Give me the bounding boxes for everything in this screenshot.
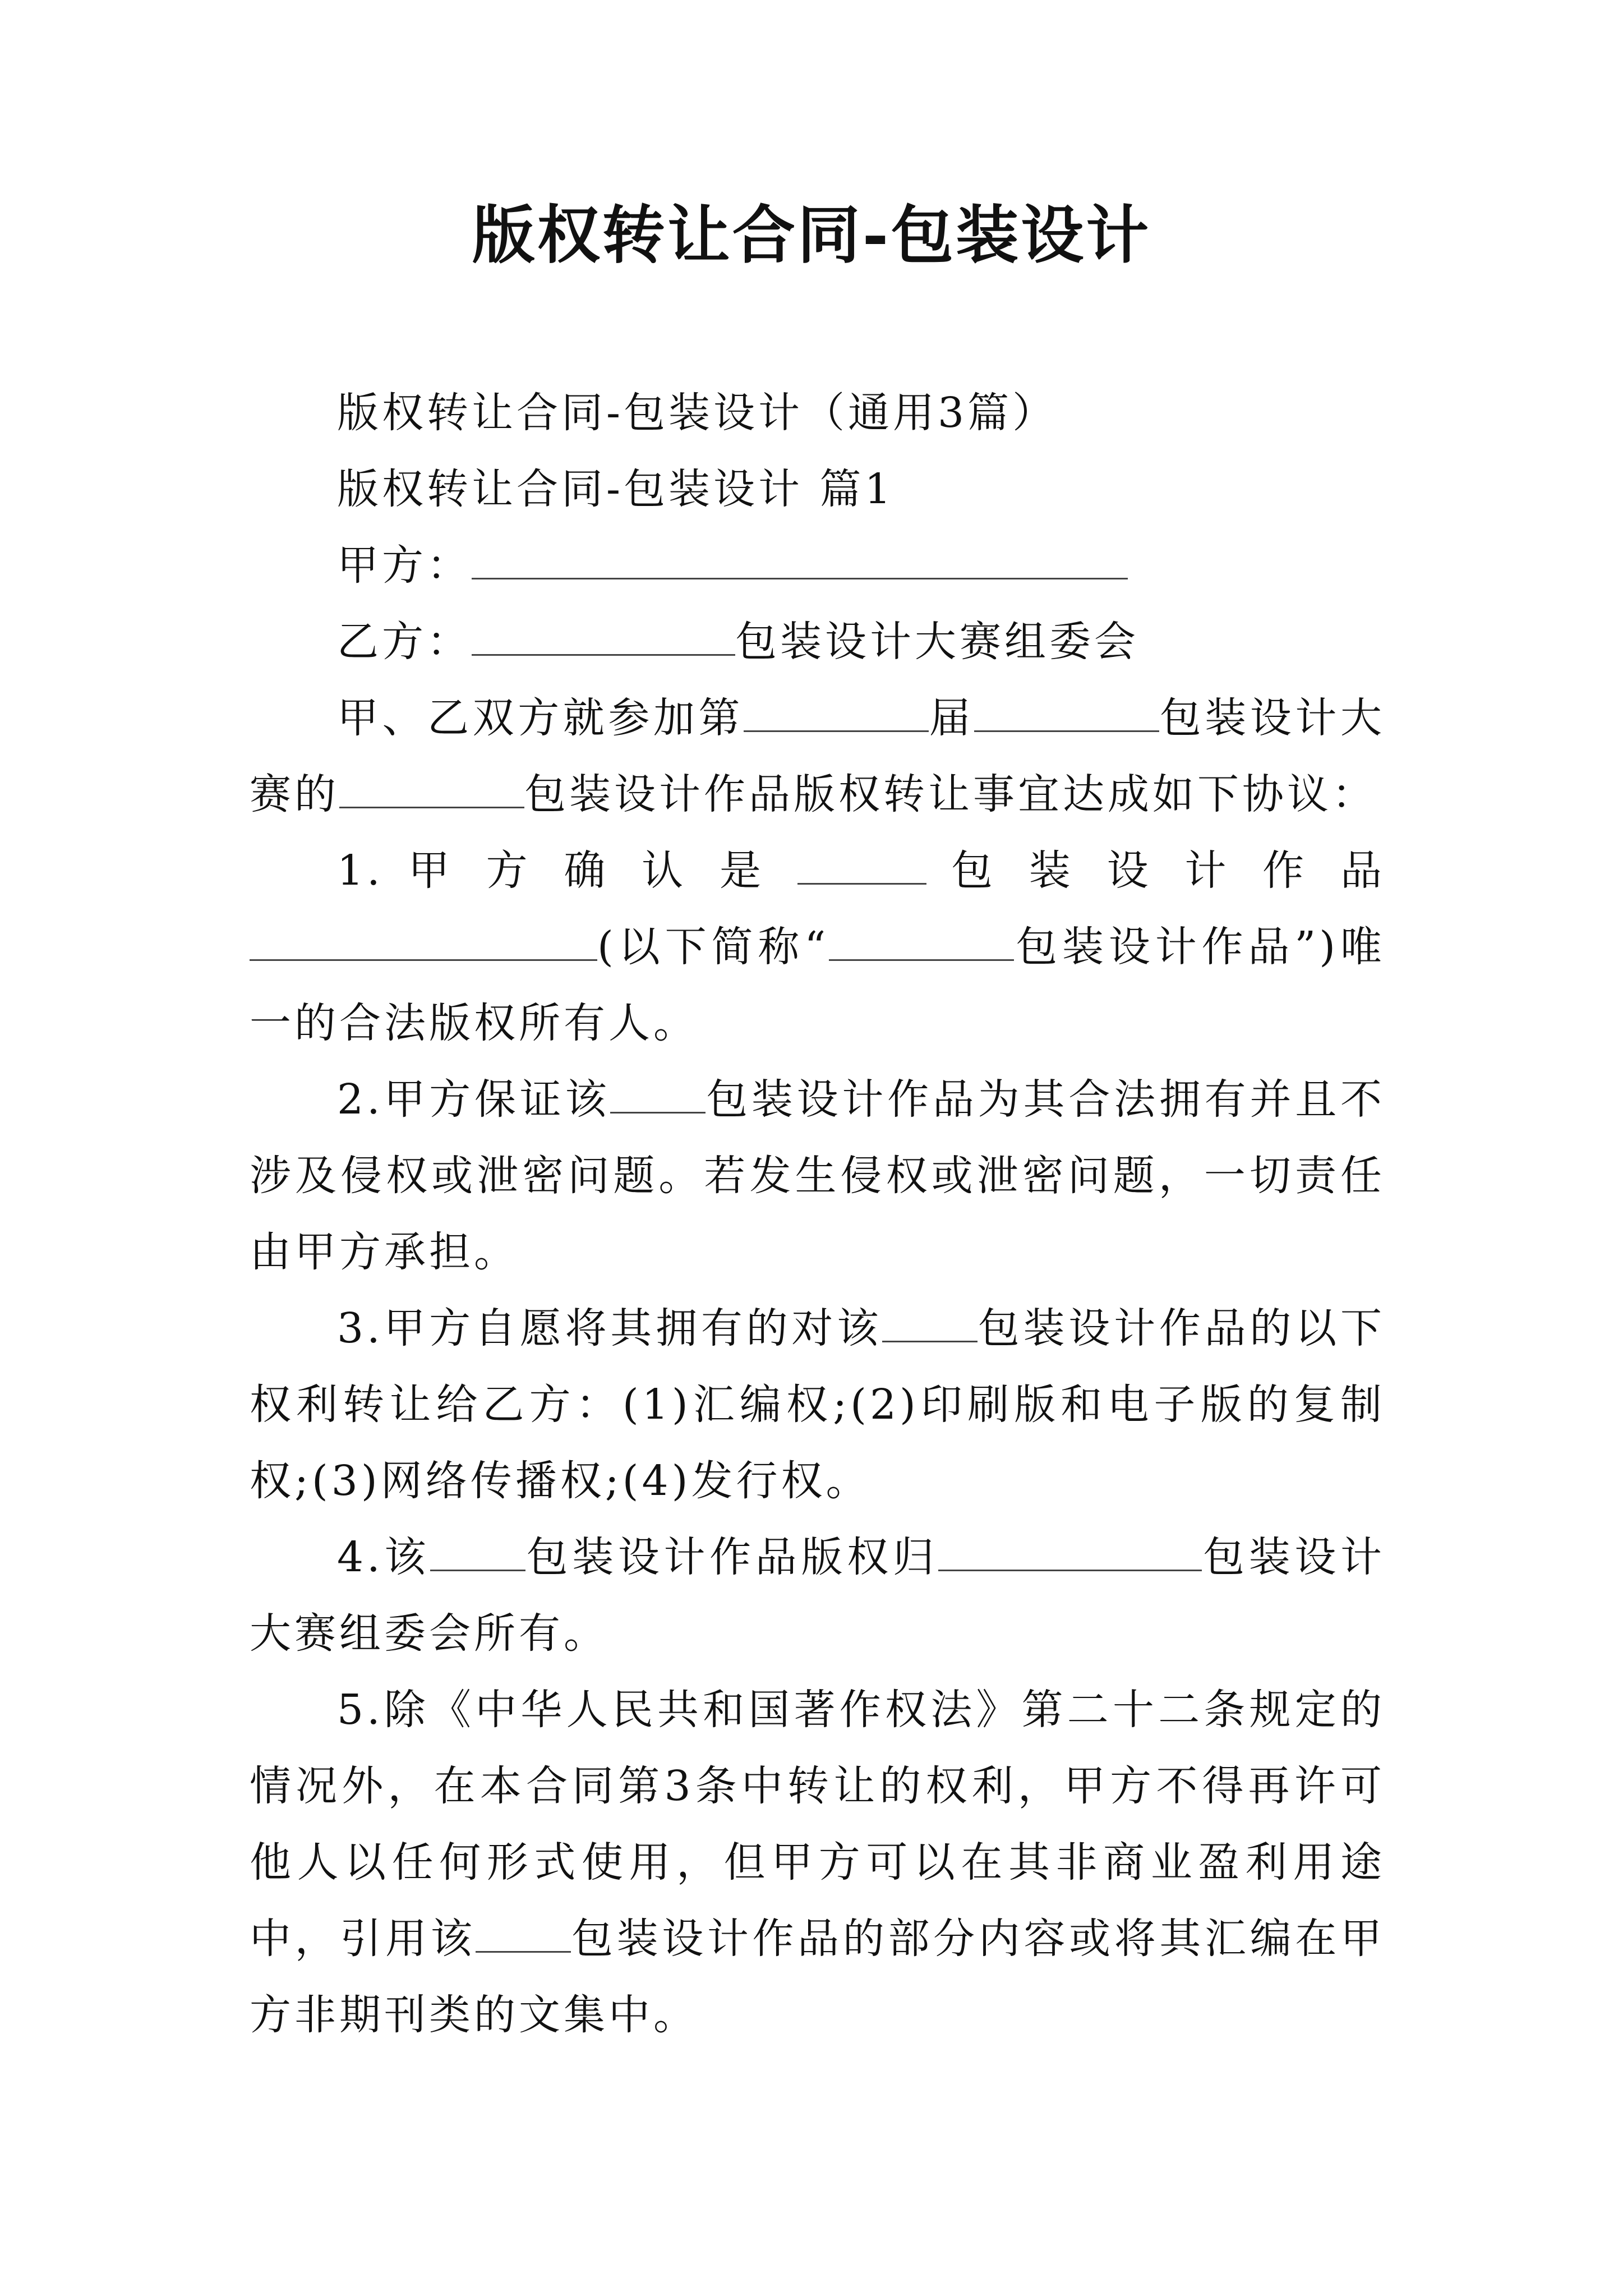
contest-blank bbox=[974, 694, 1159, 732]
section-heading: 版权转让合同-包装设计 篇1 bbox=[337, 465, 895, 513]
clause-2-text-1: 2.甲方保证该 bbox=[337, 1075, 611, 1124]
clause-4-text-2: 包装设计作品版权归 bbox=[525, 1533, 939, 1581]
clause-3 bbox=[250, 1290, 1385, 1519]
clause-4-text-1: 4.该 bbox=[337, 1533, 430, 1581]
party-b-label: 乙方： bbox=[337, 618, 472, 666]
clause-2-text-2: 包装设计作品为其合法拥有并且不涉及侵权或泄密问题。若发生侵权或泄密问题，一切责任由甲方承担。 bbox=[250, 1075, 1386, 1276]
clause-3-text-2: 包装设计作品的以下权利转让给乙方：(1)汇编权;(2)印刷版和电子版的复制权;(3)网络传播权;(4)发行权。 bbox=[250, 1304, 1385, 1505]
clause-5-text-2: 包装设计作品的部分内容或将其汇编在甲方非期刊类的文集中。 bbox=[250, 1915, 1386, 2039]
party-a-label: 甲方： bbox=[337, 541, 472, 590]
clause-1-blank-1 bbox=[797, 847, 926, 885]
clause-4-blank-1 bbox=[430, 1534, 525, 1571]
party-b-blank bbox=[472, 618, 735, 656]
party-b-name: 包装设计大赛组委会 bbox=[735, 618, 1139, 666]
clause-1-text-2: 包 装 设 计 作 品 bbox=[951, 846, 1385, 895]
document-body bbox=[250, 375, 1385, 2053]
clause-2-blank bbox=[610, 1076, 706, 1114]
clause-1-blank-2 bbox=[250, 923, 597, 961]
clause-4-blank-2 bbox=[938, 1534, 1202, 1571]
intro-text-3: 包装设计大赛的 bbox=[250, 694, 1385, 818]
intro-paragraph bbox=[250, 680, 1385, 832]
work-blank bbox=[339, 771, 524, 808]
clause-3-blank bbox=[882, 1305, 978, 1342]
clause-5 bbox=[250, 1672, 1385, 2053]
clause-1-text-1: 1. 甲 方 确 认 是 bbox=[337, 846, 773, 895]
clause-1-text-3: (以下简称“ bbox=[597, 923, 829, 971]
clause-4-text-3: 包装设计大赛组委会所有。 bbox=[250, 1533, 1386, 1658]
party-a-line bbox=[250, 527, 1385, 604]
clause-4 bbox=[250, 1519, 1385, 1672]
clause-1-text-4: 包装设计作品”)唯一的合法版权所有人。 bbox=[250, 923, 1386, 1047]
session-blank bbox=[744, 694, 929, 732]
party-a-blank bbox=[472, 542, 1128, 579]
clause-5-text-1: 5.除《中华人民共和国著作权法》第二十二条规定的情况外，在本合同第3条中转让的权利，甲方不得再许可他人以任何形式使用，但甲方可以在其非商业盈利用途中，引用该 bbox=[250, 1686, 1385, 1963]
clause-1 bbox=[250, 832, 1385, 1061]
intro-text-1: 甲、乙双方就参加第 bbox=[337, 694, 744, 742]
clause-3-text-1: 3.甲方自愿将其拥有的对该 bbox=[337, 1304, 882, 1352]
subtitle: 版权转让合同-包装设计（通用3篇） bbox=[337, 389, 1058, 437]
clause-1-blank-3 bbox=[829, 923, 1014, 961]
intro-text-2: 届 bbox=[929, 694, 975, 742]
clause-5-blank bbox=[476, 1915, 571, 1953]
document-title: 版权转让合同-包装设计 bbox=[472, 199, 1151, 272]
clause-2 bbox=[250, 1061, 1385, 1290]
party-b-line bbox=[250, 604, 1385, 680]
intro-text-4: 包装设计作品版权转让事宜达成如下协议： bbox=[524, 770, 1377, 818]
